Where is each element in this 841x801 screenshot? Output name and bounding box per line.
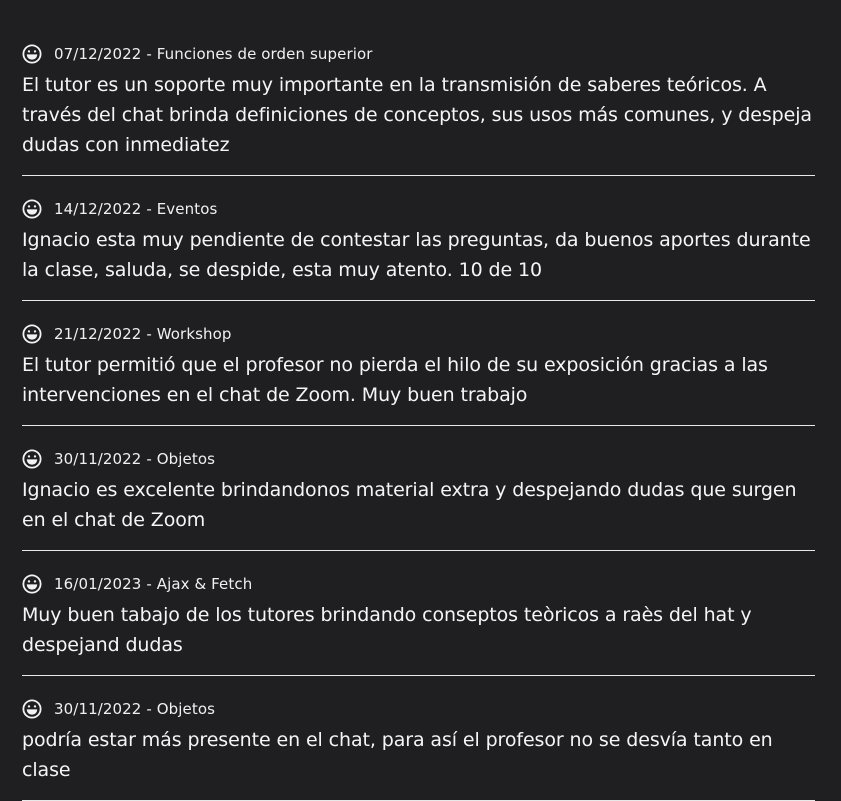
review-meta-text <box>54 575 252 593</box>
review-meta-text <box>54 700 215 718</box>
review-date: 16/01/2023 <box>54 575 142 593</box>
review-meta <box>22 197 815 221</box>
review-separator: - <box>141 200 157 218</box>
review-feed <box>22 42 815 801</box>
review-date: 14/12/2022 <box>54 200 142 218</box>
review-separator: - <box>141 325 157 343</box>
review-meta <box>22 42 815 66</box>
review-date: 07/12/2022 <box>54 45 142 63</box>
review-meta-text <box>54 325 232 343</box>
review-separator: - <box>141 575 157 593</box>
review-topic: Eventos <box>156 200 218 218</box>
review-meta <box>22 447 815 471</box>
review-separator: - <box>141 450 157 468</box>
grinning-face-icon <box>22 44 42 64</box>
review-comment: Ignacio es excelente brindandonos material extra y despejando dudas que surgen en el chat de Zoom <box>22 479 797 531</box>
review-topic: Workshop <box>156 325 232 343</box>
review-meta <box>22 322 815 346</box>
review-item <box>22 322 815 426</box>
review-topic: Objetos <box>156 450 216 468</box>
review-meta-text <box>54 450 215 468</box>
grinning-face-icon <box>22 324 42 344</box>
review-item <box>22 572 815 676</box>
review-comment: Ignacio esta muy pendiente de contestar las preguntas, da buenos aportes durante la clase, saluda, se despide, esta muy atento. 10 de 10 <box>22 229 811 281</box>
review-item <box>22 697 815 801</box>
review-topic: Funciones de orden superior <box>156 45 373 63</box>
review-comment: El tutor permitió que el profesor no pierda el hilo de su exposición gracias a las intervenciones en el chat de Zoom. Muy buen trabajo <box>22 354 768 406</box>
review-item <box>22 197 815 301</box>
review-meta-text <box>54 200 217 218</box>
review-comment: podría estar más presente en el chat, para así el profesor no se desvía tanto en clase <box>22 729 773 781</box>
grinning-face-icon <box>22 574 42 594</box>
review-meta <box>22 697 815 721</box>
review-comment: Muy buen tabajo de los tutores brindando conseptos teòricos a raès del hat y despejand dudas <box>22 604 752 656</box>
review-item <box>22 447 815 551</box>
review-date: 21/12/2022 <box>54 325 142 343</box>
review-topic: Objetos <box>156 700 216 718</box>
review-date: 30/11/2022 <box>54 450 142 468</box>
review-meta-text <box>54 45 373 63</box>
review-topic: Ajax & Fetch <box>156 575 253 593</box>
review-comment: El tutor es un soporte muy importante en la transmisión de saberes teóricos. A través del chat brinda definiciones de conceptos, sus usos más comunes, y despeja dudas con inmediatez <box>22 74 812 156</box>
grinning-face-icon <box>22 449 42 469</box>
review-separator: - <box>141 45 157 63</box>
review-item <box>22 42 815 176</box>
grinning-face-icon <box>22 699 42 719</box>
review-date: 30/11/2022 <box>54 700 142 718</box>
grinning-face-icon <box>22 199 42 219</box>
review-meta <box>22 572 815 596</box>
review-separator: - <box>141 700 157 718</box>
